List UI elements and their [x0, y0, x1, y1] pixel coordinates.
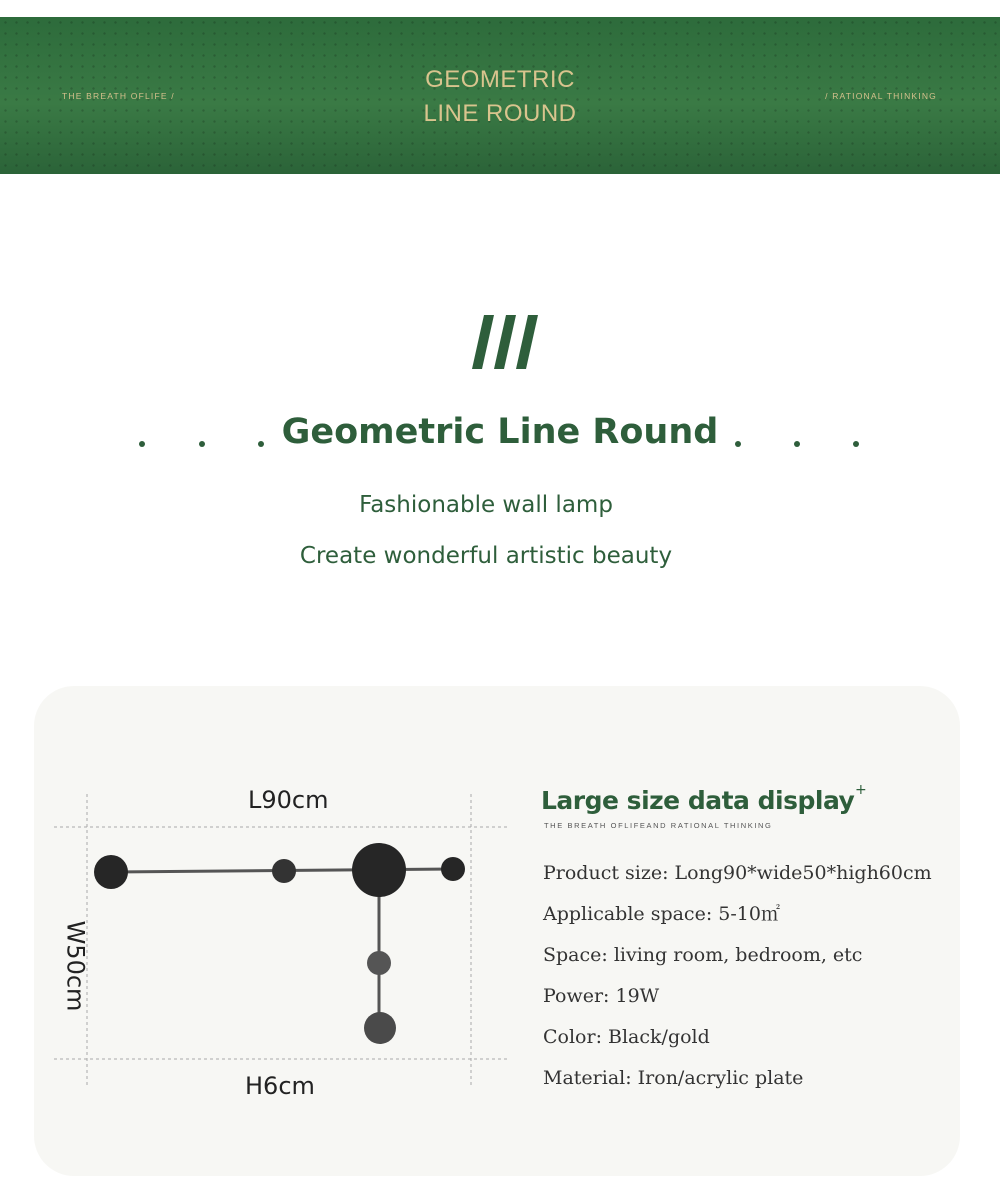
- banner-title-line-2: LINE ROUND: [423, 100, 577, 127]
- lamp-globe: [367, 951, 391, 975]
- spec-title: Large size data display: [541, 786, 855, 815]
- decor-dot: [853, 441, 859, 447]
- top-banner: [0, 17, 1000, 174]
- subtitle-lamp: Fashionable wall lamp: [359, 492, 613, 518]
- triple-slash-icon: [470, 313, 546, 371]
- banner-title-line-1: GEOMETRIC: [425, 66, 575, 93]
- spec-item: Applicable space: 5-10㎡: [543, 903, 780, 925]
- main-title: Geometric Line Round: [281, 412, 719, 452]
- decor-dot: [794, 441, 800, 447]
- height-label: H6cm: [245, 1072, 315, 1100]
- spec-subtitle: THE BREATH OFLIFEAND RATIONAL THINKING: [544, 821, 773, 830]
- spec-list: [543, 858, 932, 1104]
- spec-item: Space: living room, bedroom, etc: [543, 944, 863, 966]
- lamp-dimension-diagram: [34, 686, 534, 1106]
- main-title-row: [0, 412, 1000, 462]
- length-label: L90cm: [248, 786, 329, 814]
- spec-item: Product size: Long90*wide50*high60cm: [543, 862, 932, 884]
- decor-dot: [735, 441, 741, 447]
- lamp-globe: [441, 857, 465, 881]
- lamp-globe: [272, 859, 296, 883]
- plus-icon: +: [855, 782, 867, 798]
- banner-left-text: THE BREATH OFLIFE /: [62, 91, 175, 101]
- banner-right-text: / RATIONAL THINKING: [825, 91, 937, 101]
- spec-item: Material: Iron/acrylic plate: [543, 1067, 804, 1089]
- width-label: W50cm: [61, 920, 90, 1012]
- subtitle-beauty: Create wonderful artistic beauty: [299, 543, 673, 569]
- lamp-globe: [94, 855, 128, 889]
- spec-card: [34, 686, 960, 1176]
- lamp-globe: [364, 1012, 396, 1044]
- spec-item: Power: 19W: [543, 985, 660, 1007]
- spec-item: Color: Black/gold: [543, 1026, 710, 1048]
- lamp-globe: [352, 843, 406, 897]
